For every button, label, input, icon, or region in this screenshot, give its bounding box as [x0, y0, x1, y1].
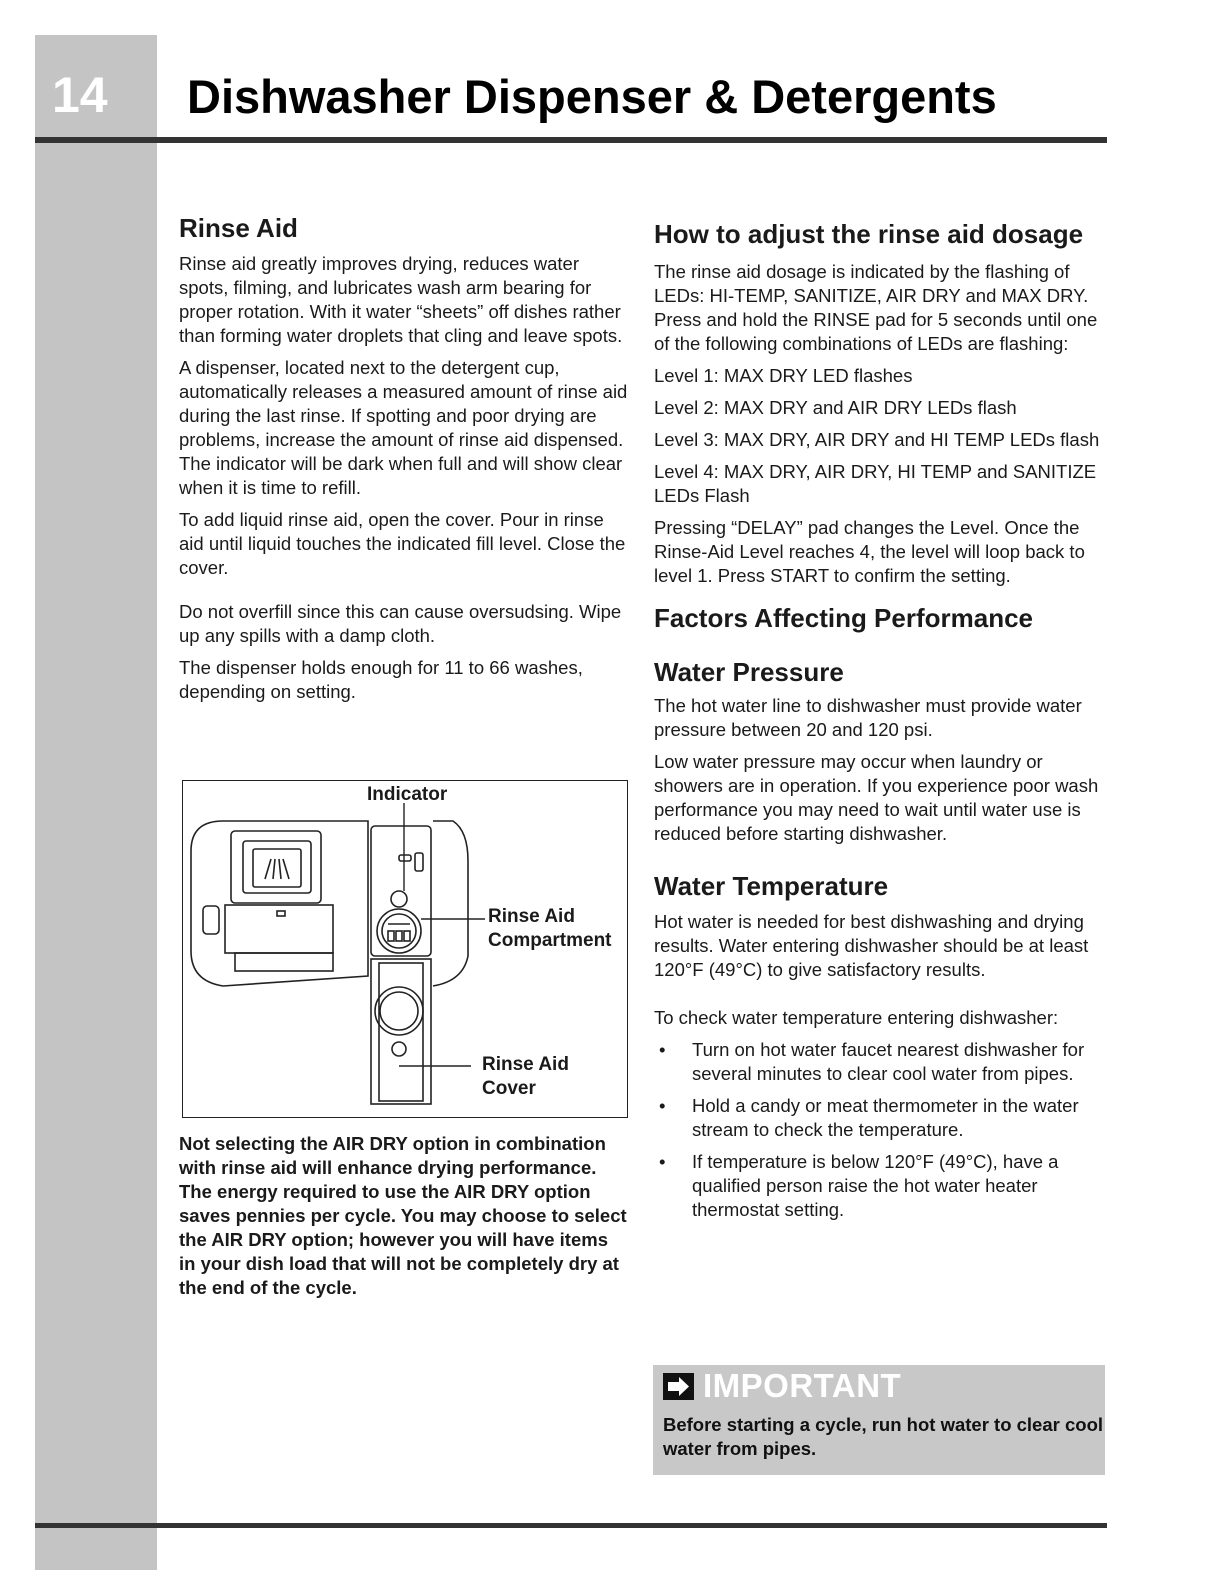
cover-label-line2: Cover [482, 1078, 536, 1099]
important-callout [653, 1365, 1105, 1475]
adjust-dosage-heading: How to adjust the rinse aid dosage [654, 219, 1084, 249]
factors-heading: Factors Affecting Performance [654, 603, 1034, 633]
level-item: Level 1: MAX DRY LED flashes [654, 365, 913, 386]
level-item: Level 3: MAX DRY, AIR DRY and HI TEMP LEDs flash [654, 429, 1100, 450]
page-sidebar-band [35, 35, 157, 1570]
check-steps-list [654, 1038, 1112, 1222]
important-text: Before starting a cycle, run hot water to clear cool water from pipes. [663, 1414, 1104, 1459]
page-title: Dishwasher Dispenser & Detergents [187, 70, 997, 123]
water-temperature-heading: Water Temperature [654, 871, 889, 901]
rinse-aid-paragraph: The dispenser holds enough for 11 to 66 washes, depending on setting. [179, 657, 583, 702]
important-title: IMPORTANT [703, 1367, 902, 1404]
cover-label-line1: Rinse Aid [482, 1054, 569, 1075]
rinse-aid-paragraph: Rinse aid greatly improves drying, reduces water spots, filming, and lubricates wash arm bearing for proper rotation. With it water “sheets” off dishes rather than forming water droplets that cling and leave spots. [179, 253, 623, 346]
rinse-aid-paragraph: A dispenser, located next to the detergent cup, automatically releases a measured amount of rinse aid during the last rinse. If spotting and poor drying are problems, increase the amount of rinse aid dispensed. The indicator will be dark when full and will show clear when it is time to refill. [179, 357, 628, 498]
check-step: • Hold a candy or meat thermometer in the water stream to check the temperature. [654, 1094, 1112, 1142]
check-step: • Turn on hot water faucet nearest dishwasher for several minutes to clear cool water from pipes. [654, 1038, 1112, 1086]
water-pressure-heading: Water Pressure [654, 657, 844, 687]
bottom-rule [35, 1523, 1107, 1528]
pressure-paragraph: The hot water line to dishwasher must provide water pressure between 20 and 120 psi. [654, 695, 1082, 740]
arrow-icon [663, 1373, 694, 1400]
check-intro: To check water temperature entering dishwasher: [654, 1007, 1059, 1028]
left-column [179, 212, 631, 712]
indicator-label: Indicator [367, 784, 448, 805]
level-item: Level 2: MAX DRY and AIR DRY LEDs flash [654, 397, 1017, 418]
title-rule [35, 137, 1107, 143]
adjust-outro: Pressing “DELAY” pad changes the Level. Once the Rinse-Aid Level reaches 4, the level will loop back to level 1. Press START to confirm the setting. [654, 517, 1085, 586]
rinse-aid-heading: Rinse Aid [179, 213, 298, 243]
rinse-aid-diagram [182, 780, 628, 1118]
right-column [654, 218, 1112, 1230]
level-item: Level 4: MAX DRY, AIR DRY, HI TEMP and SANITIZE LEDs Flash [654, 461, 1097, 506]
check-step: • If temperature is below 120°F (49°C), have a qualified person raise the hot water heater thermostat setting. [654, 1150, 1112, 1222]
pressure-paragraph: Low water pressure may occur when laundry or showers are in operation. If you experience poor wash performance you may need to wait until water use is reduced before starting dishwasher. [654, 751, 1099, 844]
rinse-aid-paragraph: To add liquid rinse aid, open the cover. Pour in rinse aid until liquid touches the indicated fill level. Close the cover. [179, 509, 626, 578]
rinse-aid-paragraph: Do not overfill since this can cause oversudsing. Wipe up any spills with a damp cloth. [179, 601, 622, 646]
air-dry-note: Not selecting the AIR DRY option in combination with rinse aid will enhance drying performance. The energy required to use the AIR DRY option saves pennies per cycle. You may choose to select the AIR DRY option; however you will have items in your dish load that will not be completely dry at the end of the cycle. [179, 1133, 627, 1298]
temperature-paragraph: Hot water is needed for best dishwashing and drying results. Water entering dishwasher should be at least 120°F (49°C) to give satisfactory results. [654, 911, 1089, 980]
compartment-label-line1: Rinse Aid [488, 906, 575, 927]
adjust-intro: The rinse aid dosage is indicated by the flashing of LEDs: HI-TEMP, SANITIZE, AIR DRY and MAX DRY. Press and hold the RINSE pad for 5 seconds until one of the following combinations of LEDs are flashing: [654, 261, 1098, 354]
page-number: 14 [52, 67, 108, 123]
compartment-label-line2: Compartment [488, 930, 612, 951]
